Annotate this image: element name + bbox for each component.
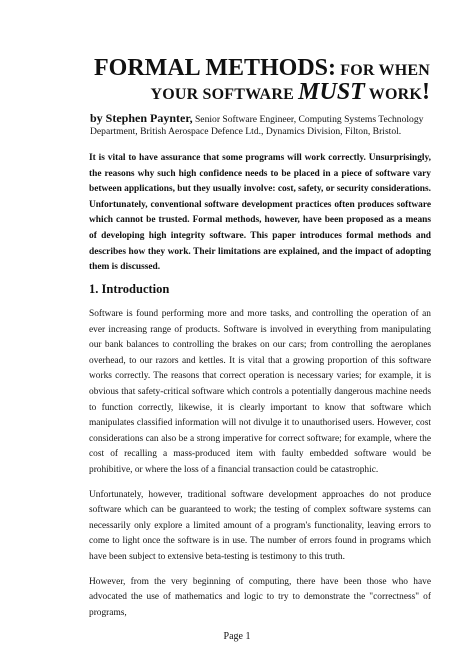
page-number: Page 1 — [223, 631, 251, 642]
author-affiliation: Senior Software Engineer, Computing Systems Technology Department, British Aerospace Defence Ltd., Dynamics Division, Filton, Bristol. — [90, 114, 424, 137]
paper-title-line-2 — [60, 80, 430, 104]
byline — [90, 112, 435, 138]
paper-title-line-1 — [60, 56, 430, 80]
section-body — [89, 307, 431, 630]
section-heading: 1. Introduction — [89, 282, 170, 296]
paragraph: Unfortunately, however, traditional software development approaches do not produce software which can be guaranteed to work; the testing of complex software systems can necessarily only explore a limited amount of a program's functionality, leaving errors to come to light once the software is in use. The number of errors found in programs which have been subject to extensive beta-testing is testimony to this truth. — [89, 489, 431, 562]
paragraph: However, from the very beginning of computing, there have been those who have advocated the use of mathematics and logic to try to demonstrate the "correctness" of programs, — [89, 576, 431, 618]
author-name: by Stephen Paynter, — [90, 111, 193, 125]
title-exclamation: ! — [422, 79, 430, 105]
title-sub-2a: YOUR SOFTWARE — [150, 86, 299, 103]
title-sub-1: FOR WHEN — [336, 62, 430, 79]
paragraph: Software is found performing more and more tasks, and controlling the operation of an ever increasing range of products. Software is involved in everything from manipulating our bank balances to controlling the brakes on our cars; from controlling the aeroplanes overhead, to our razors and kettles. It is vital that a growing proportion of this software works correctly. The reasons that correct operation is necessary varies; for example, it is obvious that safety-critical software which controls a potentially dangerous machine needs to function correctly, likewise, it is clearly important to know that software which manipulates classified information will not divulge it to unauthorised users. However, cost considerations can also be a strong imperative for correct software; for example, where the cost of recalling a mass-produced item with faulty embedded software would be prohibitive, or where the loss of a financial transaction could be catastrophic. — [89, 309, 431, 475]
title-main: FORMAL METHODS: — [94, 55, 337, 81]
title-sub-2b: WORK — [364, 86, 422, 103]
title-emphasis: MUST — [298, 79, 365, 105]
abstract: It is vital to have assurance that some programs will work correctly. Unsurprisingly, the reasons why such high confidence needs to be placed in a piece of software vary between applications, but they usually involve: cost, safety, or security considerations. Unfortunately, conventional software development practices often produces software which cannot be trusted. Formal methods, however, have been proposed as a means of developing high integrity software. This paper introduces formal methods and describes how they work. Their limitations are explained, and the impact of adopting them is discussed. — [89, 153, 432, 273]
